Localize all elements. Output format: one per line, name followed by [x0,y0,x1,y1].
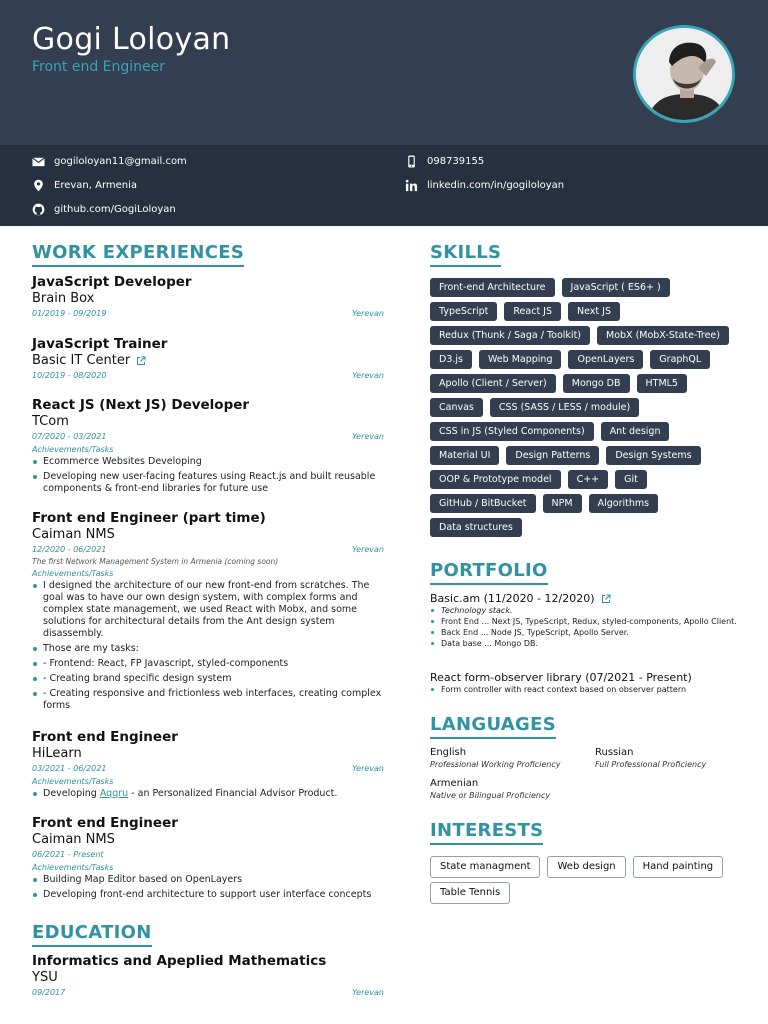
skill-tag: Canvas [430,398,483,417]
language-level: Professional Working Proficiency [430,760,561,769]
skill-tag: JavaScript ( ES6+ ) [562,278,670,297]
interest-tag: Hand painting [633,856,724,878]
job-dates: 07/2020 - 03/2021 [32,432,107,441]
language-level: Native or Bilingual Proficiency [430,791,551,800]
achievements-label: Achievements/Tasks [32,777,114,786]
job-title: Front end Engineer [32,729,178,745]
interests-list [430,856,740,908]
job-location: Yerevan [352,371,384,380]
job-entry [32,815,384,904]
portfolio-title [430,670,740,685]
job-entry [32,729,384,803]
job-company [32,527,384,543]
skill-tag: Git [615,470,647,489]
portfolio-heading: PORTFOLIO [430,560,548,585]
list-item: Form controller with react context based on observer pattern [430,685,740,695]
list-item: Back End ... Node JS, TypeScript, Apollo Server. [430,628,740,638]
portfolio-bullets [430,685,740,695]
job-title: Front end Engineer (part time) [32,510,266,526]
skill-tag: Material UI [430,446,499,465]
job-company [32,746,384,762]
education-meta [32,986,384,999]
job-bullets [32,874,384,901]
language-item [430,777,590,801]
job-entry [32,336,384,382]
job-dates: 03/2021 - 06/2021 [32,764,107,773]
contact-linkedin-text: linkedin.com/in/gogiloloyan [427,180,565,191]
job-company[interactable] [32,353,384,369]
portfolio-title[interactable] [430,591,740,606]
job-entry [32,274,384,320]
skill-tag: NPM [543,494,582,513]
skill-tag: Ant design [601,422,670,441]
bullet-prefix: Developing [43,788,100,799]
contact-github[interactable] [32,203,176,216]
language-name: Russian [595,747,634,758]
list-item: - Creating brand specific design system [32,673,384,685]
job-meta [32,762,384,775]
skill-tag: D3.js [430,350,472,369]
portfolio-bullets [430,606,740,649]
contact-email[interactable] [32,155,187,168]
candidate-name: Gogi Loloyan [32,22,231,57]
skill-tag: Algorithms [589,494,658,513]
contact-email-text: gogiloloyan11@gmail.com [54,156,187,167]
job-dates: 10/2019 - 08/2020 [32,371,107,380]
skill-tag: TypeScript [430,302,497,321]
job-bullets [32,788,384,800]
list-item: Those are my tasks: [32,643,384,655]
profile-photo [633,25,735,123]
job-meta [32,430,384,443]
candidate-role: Front end Engineer [32,59,166,75]
list-item: - Frontend: React, FP Javascript, styled-components [32,658,384,670]
education-location: Yerevan [352,988,384,997]
location-pin-icon [32,179,45,192]
list-item: I designed the architecture of our new front-end from scratches. The goal was to have our own design system, with complex forms and complex state management, we used React with Mobx, and some solutions for architectural details from the Ant design system disassembly. [32,580,384,640]
job-title: Front end Engineer [32,815,178,831]
portfolio-item [430,670,740,696]
achievements-label: Achievements/Tasks [32,863,114,872]
profile-photo-icon [636,28,735,123]
list-item: Developing front-end architecture to support user interface concepts [32,889,384,901]
contact-location-text: Erevan, Armenia [54,180,138,191]
skill-tag: CSS (SASS / LESS / module) [490,398,639,417]
job-company-text: Brain Box [32,291,95,306]
languages-heading: LANGUAGES [430,714,556,739]
job-meta [32,848,384,861]
job-bullets [32,580,384,712]
skills-list [430,278,740,542]
job-location: Yerevan [352,432,384,441]
job-meta [32,307,384,320]
portfolio-title-text: Basic.am (11/2020 - 12/2020) [430,592,595,605]
mail-icon [32,155,45,168]
list-item [32,788,384,800]
aqqru-link[interactable]: Aqqru [99,788,129,799]
list-item: Developing new user-facing features using React.js and built reusable components & front-end libraries for future use [32,471,384,495]
interest-tag: Web design [547,856,625,878]
external-link-icon[interactable] [136,356,146,366]
list-item: - Creating responsive and frictionless web interfaces, creating complex forms [32,688,384,712]
language-item [595,746,755,770]
skill-tag: Data structures [430,518,522,537]
work-experiences-heading: WORK EXPERIENCES [32,242,244,267]
skill-tag: Web Mapping [479,350,562,369]
github-icon [32,203,45,216]
job-location: Yerevan [352,545,384,554]
skill-tag: HTML5 [637,374,687,393]
language-item [430,746,590,770]
interest-tag: Table Tennis [430,882,510,904]
job-meta [32,369,384,382]
list-item: Building Map Editor based on OpenLayers [32,874,384,886]
job-meta [32,543,384,556]
job-dates: 01/2019 - 09/2019 [32,309,107,318]
job-bullets [32,456,384,495]
contact-linkedin[interactable] [405,179,564,192]
job-entry [32,397,384,498]
education-heading: EDUCATION [32,922,152,947]
list-item: Front End ... Next JS, TypeScript, Redux, styled-components, Apollo Client. [430,617,740,627]
skill-tag: OOP & Prototype model [430,470,561,489]
list-item: Data base ... Mongo DB. [430,639,740,649]
skill-tag: GraphQL [650,350,710,369]
skill-tag: Next JS [568,302,620,321]
skill-tag: GitHub / BitBucket [430,494,536,513]
job-title: JavaScript Developer [32,274,192,290]
linkedin-icon [405,179,418,192]
job-company-text: HiLearn [32,746,82,761]
job-company-text: Caiman NMS [32,832,115,847]
external-link-icon[interactable] [601,594,611,604]
interest-tag: State managment [430,856,540,878]
language-name: English [430,747,467,758]
skill-tag: Design Patterns [506,446,599,465]
contact-phone[interactable] [405,155,484,168]
phone-icon [405,155,418,168]
skill-tag: C++ [568,470,609,489]
portfolio-title-text: React form-observer library (07/2021 - Present) [430,671,692,684]
skill-tag: Mongo DB [563,374,630,393]
list-item: Technology stack. [430,606,740,616]
job-dates: 06/2021 - Present [32,850,104,859]
job-location: Yerevan [352,764,384,773]
education-entry [32,953,384,999]
job-company-text: TCom [32,414,69,429]
job-dates: 12/2020 - 06/2021 [32,545,107,554]
language-name: Armenian [430,778,479,789]
skill-tag: Front-end Architecture [430,278,555,297]
job-entry [32,510,384,715]
contact-location [32,179,137,192]
skill-tag: CSS in JS (Styled Components) [430,422,594,441]
language-level: Full Professional Proficiency [595,760,707,769]
job-subtitle: The first Network Management System in Armenia (coming soon) [32,557,279,566]
degree-title: Informatics and Apeplied Mathematics [32,953,327,969]
skill-tag: OpenLayers [568,350,643,369]
job-company-text: Caiman NMS [32,527,115,542]
interests-heading: INTERESTS [430,820,543,845]
job-company [32,832,384,848]
contact-github-text: github.com/GogiLoloyan [54,204,176,215]
education-dates: 09/2017 [32,988,66,997]
job-company-text: Basic IT Center [32,353,131,368]
skill-tag: Redux (Thunk / Saga / Toolkit) [430,326,590,345]
skill-tag: Design Systems [606,446,700,465]
header-banner [0,0,768,145]
school-name-text: YSU [32,970,58,985]
skills-heading: SKILLS [430,242,501,267]
job-location: Yerevan [352,309,384,318]
contact-bar [0,145,768,226]
job-title: React JS (Next JS) Developer [32,397,250,413]
skill-tag: MobX (MobX-State-Tree) [597,326,729,345]
achievements-label: Achievements/Tasks [32,445,114,454]
job-title: JavaScript Trainer [32,336,168,352]
achievements-label: Achievements/Tasks [32,569,114,578]
list-item: Ecommerce Websites Developing [32,456,384,468]
skill-tag: React JS [504,302,561,321]
school-name [32,970,384,986]
job-company [32,414,384,430]
skill-tag: Apollo (Client / Server) [430,374,556,393]
contact-phone-text: 098739155 [427,156,485,167]
job-company [32,291,384,307]
bullet-suffix: - an Personalized Financial Advisor Product. [128,788,338,799]
portfolio-item [430,591,740,650]
